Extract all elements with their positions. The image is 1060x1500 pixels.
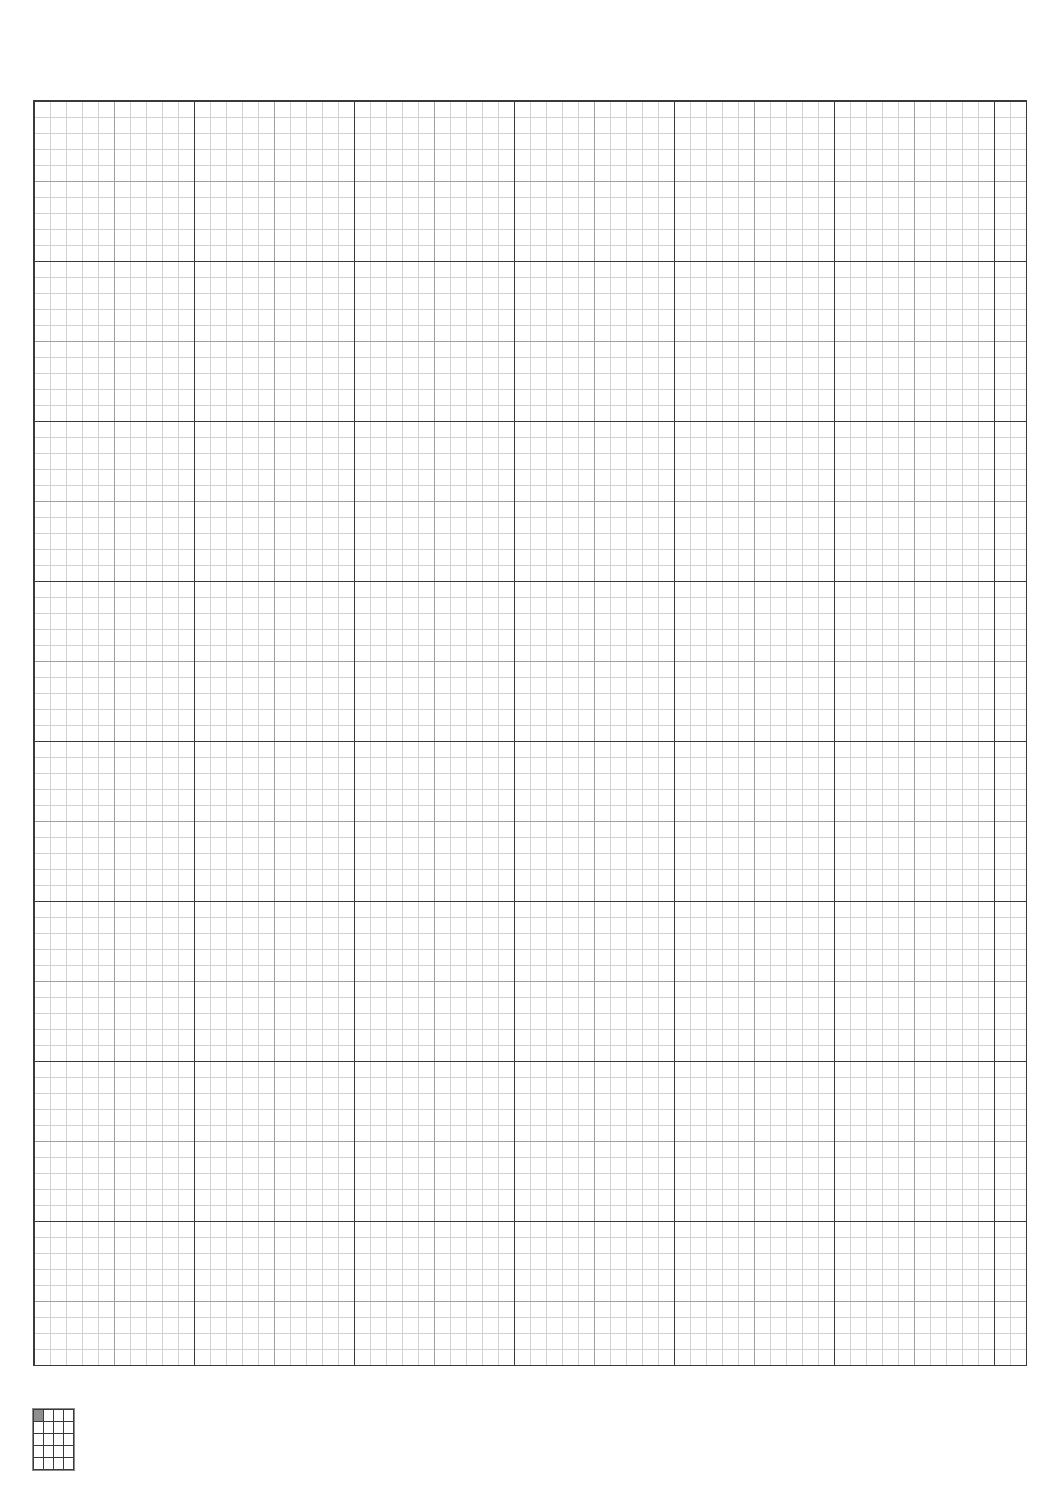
page-map-thumbnail — [32, 1408, 75, 1471]
current-page-cell — [34, 1410, 43, 1421]
stitch-chart-grid — [33, 100, 1027, 1366]
